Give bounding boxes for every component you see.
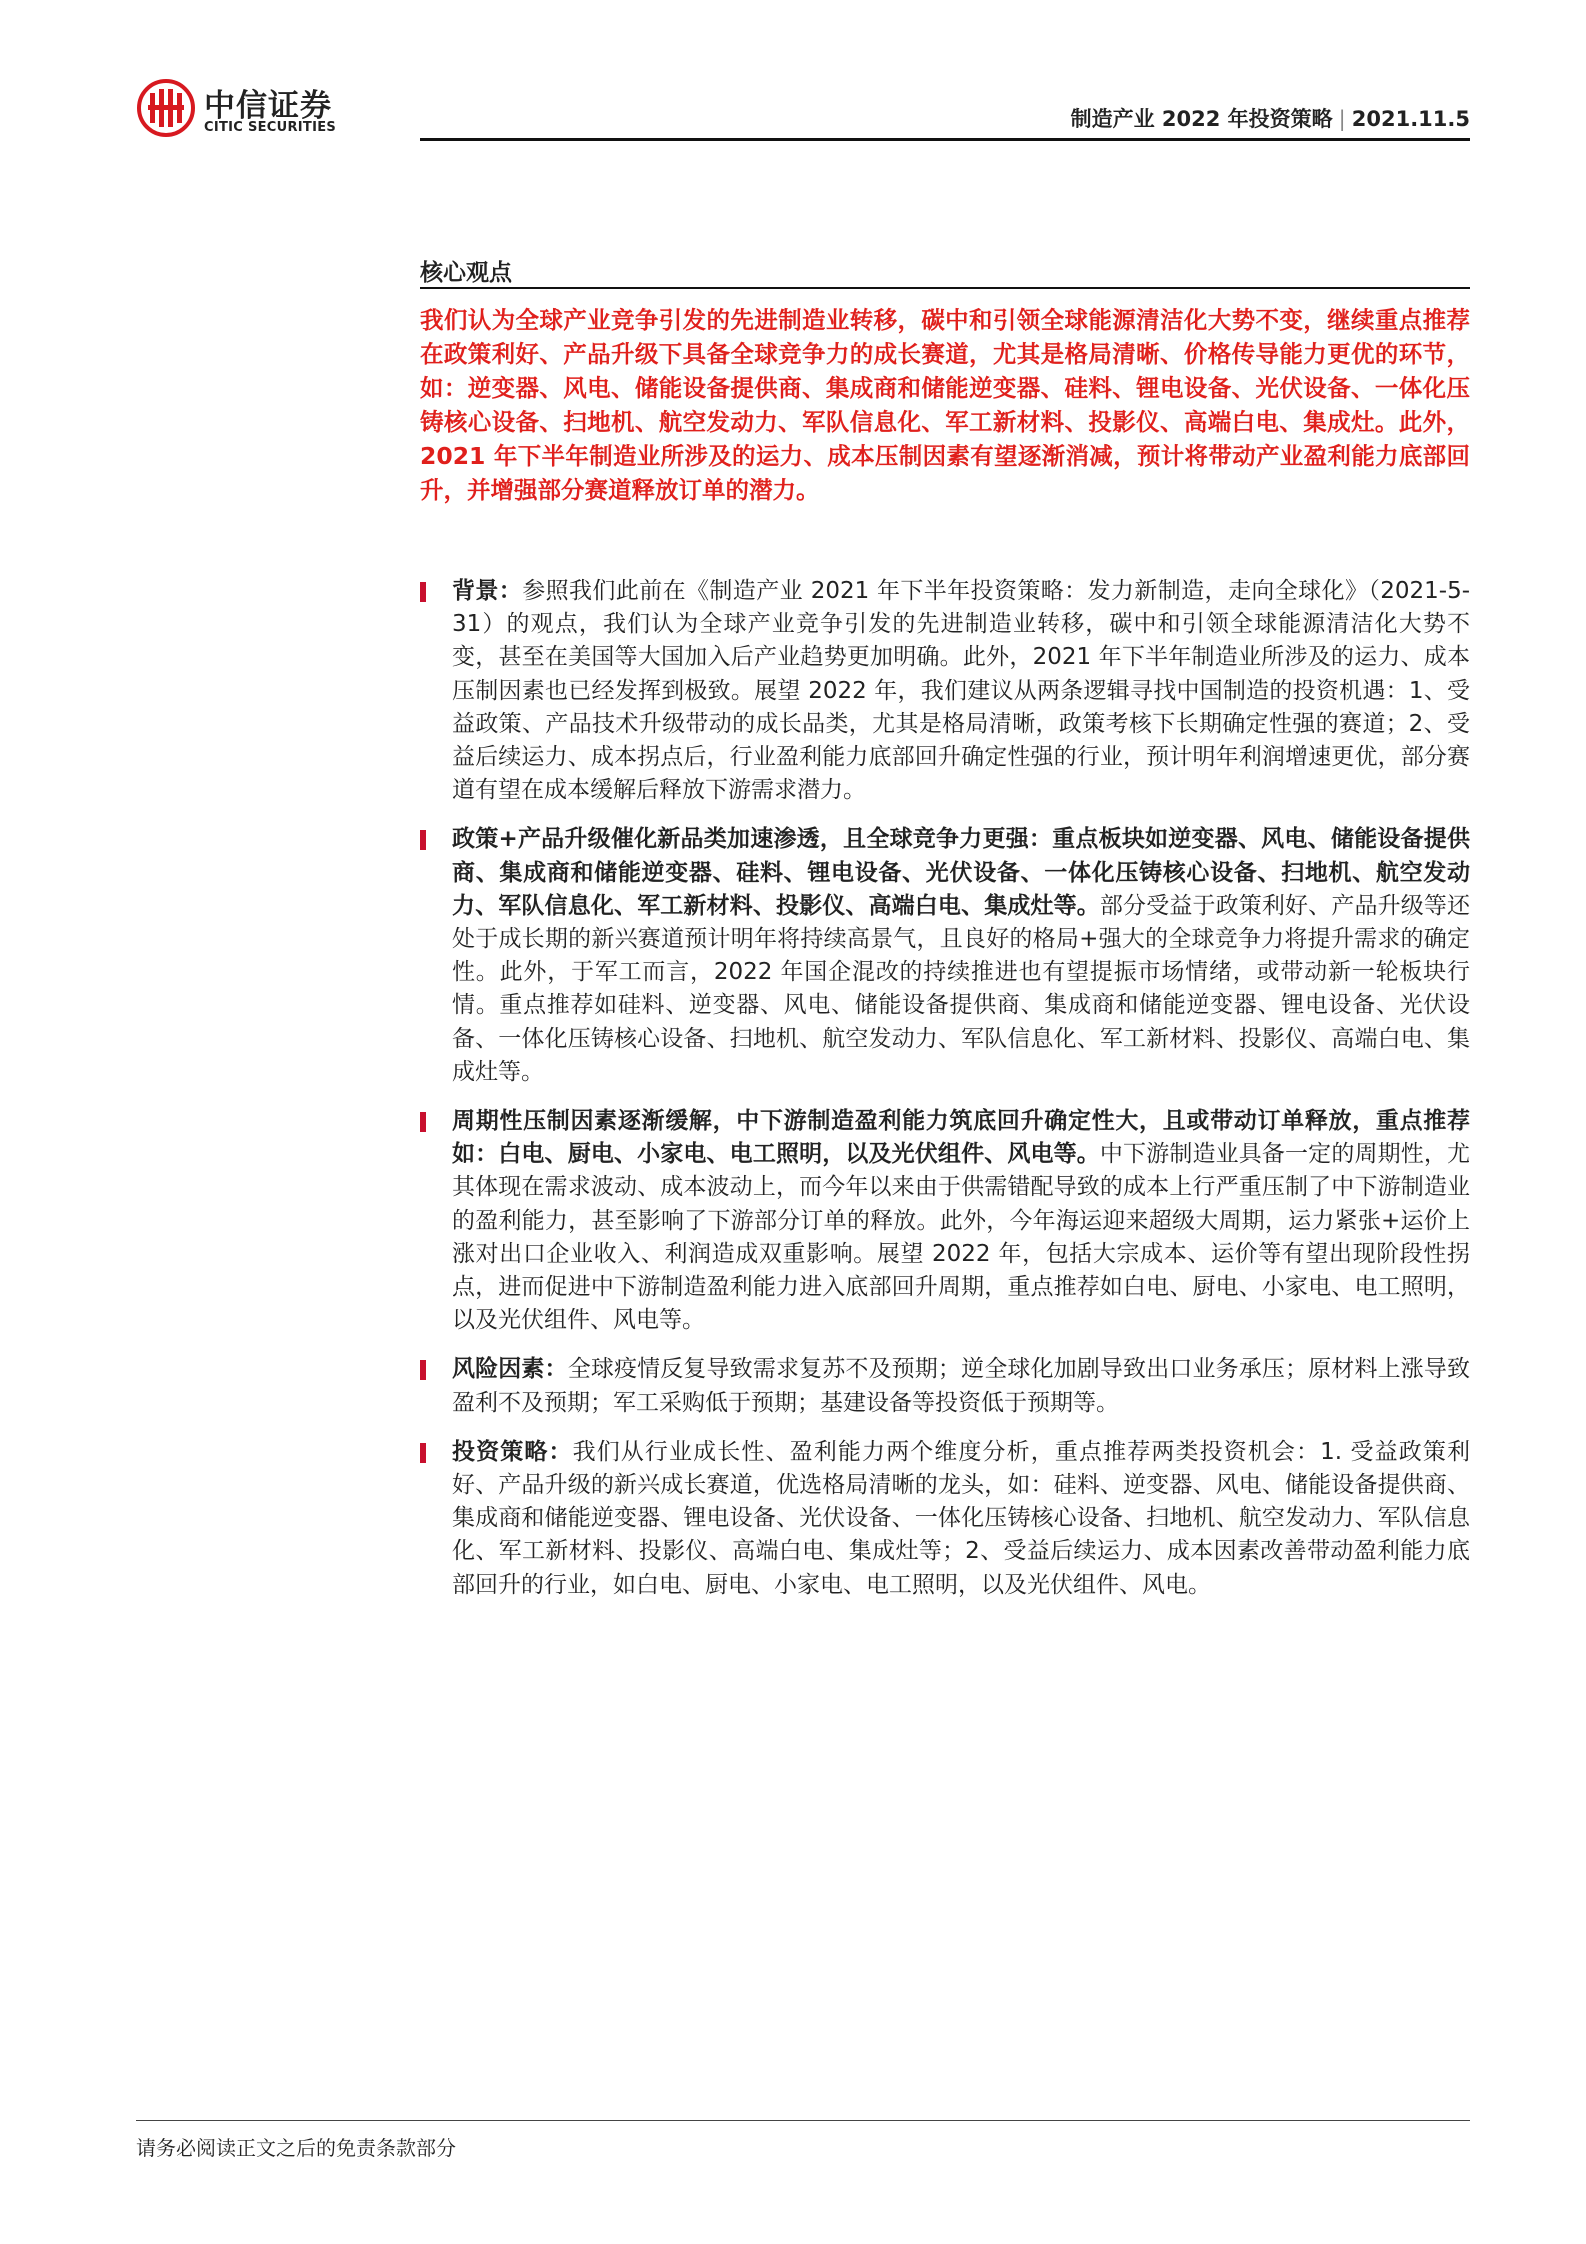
key-point-policy bbox=[420, 823, 1470, 1089]
bullet-marker bbox=[420, 582, 426, 602]
bullet-marker bbox=[420, 830, 426, 850]
key-point-risk bbox=[420, 1353, 1470, 1419]
report-title: 制造产业 2022 年投资策略 bbox=[1070, 107, 1333, 131]
bullet-marker bbox=[420, 1443, 426, 1463]
core-view-summary: 我们认为全球产业竞争引发的先进制造业转移，碳中和引领全球能源清洁化大势不变，继续重点推荐在政策利好、产品升级下具备全球竞争力的成长赛道，尤其是格局清晰、价格传导能力更优的环节，如：逆变器、风电、储能设备提供商、集成商和储能逆变器、硅料、锂电设备、光伏设备、一体化压铸核心设备、扫地机、航空发动力、军队信息化、军工新材料、投影仪、高端白电、集成灶。此外，2021 年下半年制造业所涉及的运力、成本压制因素有望逐渐消减，预计将带动产业盈利能力底部回升，并增强部分赛道释放订单的潜力。 bbox=[420, 306, 1470, 504]
report-header-info bbox=[1071, 103, 1470, 133]
key-point-text: 我们从行业成长性、盈利能力两个维度分析，重点推荐两类投资机会：1. 受益政策利好、产品升级的新兴成长赛道，优选格局清晰的龙头，如：硅料、逆变器、风电、储能设备提供商、集成商和储能逆变器、锂电设备、光伏设备、一体化压铸核心设备、扫地机、航空发动力、军队信息化、军工新材料、投影仪、高端白电、集成灶等；2、受益后续运力、成本因素改善带动盈利能力底部回升的行业，如白电、厨电、小家电、电工照明，以及光伏组件、风电。 bbox=[452, 1438, 1470, 1598]
key-point-text: 部分受益于政策利好、产品升级等还处于成长期的新兴赛道预计明年将持续高景气，且良好的格局+强大的全球竞争力将提升需求的确定性。此外，于军工而言，2022 年国企混改的持续推进也有望提振市场情绪，或带动新一轮板块行情。重点推荐如硅料、逆变器、风电、储能设备提供商、集成商和储能逆变器、锂电设备、光伏设备、一体化压铸核心设备、扫地机、航空发动力、军队信息化、军工新材料、投影仪、高端白电、集成灶等。 bbox=[452, 892, 1471, 1085]
key-point-lead: 投资策略： bbox=[452, 1438, 573, 1465]
report-date: 2021.11.5 bbox=[1351, 107, 1470, 131]
bullet-marker bbox=[420, 1112, 426, 1132]
section-divider bbox=[420, 287, 1470, 289]
key-point-text: 参照我们此前在《制造产业 2021 年下半年投资策略：发力新制造，走向全球化》（2021-5-31）的观点，我们认为全球产业竞争引发的先进制造业转移，碳中和引领全球能源清洁化大势不变，甚至在美国等大国加入后产业趋势更加明确。此外，2021 年下半年制造业所涉及的运力、成本压制因素也已经发挥到极致。展望 2022 年，我们建议从两条逻辑寻找中国制造的投资机遇：1、受益政策、产品技术升级带动的成长品类，尤其是格局清晰，政策考核下长期确定性强的赛道；2、受益后续运力、成本拐点后，行业盈利能力底部回升确定性强的行业，预计明年利润增速更优，部分赛道有望在成本缓解后释放下游需求潜力。 bbox=[452, 578, 1471, 804]
key-point-text: 中下游制造业具备一定的周期性，尤其体现在需求波动、成本波动上，而今年以来由于供需错配导致的成本上行严重压制了中下游制造业的盈利能力，甚至影响了下游部分订单的释放。此外，今年海运迎来超级大周期，运力紧张+运价上涨对出口企业收入、利润造成双重影响。展望 2022 年，包括大宗成本、运价等有望出现阶段性拐点，进而促进中下游制造盈利能力进入底部回升周期，重点推荐如白电、厨电、小家电、电工照明，以及光伏组件、风电等。 bbox=[452, 1141, 1471, 1334]
key-point-lead: 周期性压制因素逐渐缓解，中下游制造盈利能力筑底回升确定性大，且或带动订单释放，重点推荐如：白电、厨电、小家电、电工照明，以及光伏组件、风电等。 bbox=[452, 1108, 1470, 1168]
key-point-lead: 风险因素： bbox=[452, 1356, 568, 1383]
section-title: 核心观点 bbox=[420, 260, 512, 286]
key-point-strategy bbox=[420, 1436, 1470, 1602]
logo-chinese-name: 中信证券 bbox=[204, 88, 332, 124]
key-point-background bbox=[420, 575, 1470, 807]
key-points-list bbox=[420, 575, 1470, 1618]
footer-divider bbox=[136, 2120, 1470, 2121]
citic-logo bbox=[136, 78, 351, 138]
footer-disclaimer: 请务必阅读正文之后的免责条款部分 bbox=[136, 2136, 456, 2160]
key-point-cyclical bbox=[420, 1105, 1470, 1337]
citic-emblem-icon bbox=[136, 78, 196, 138]
key-point-lead: 政策+产品升级催化新品类加速渗透，且全球竞争力更强：重点板块如逆变器、风电、储能设备提供商、集成商和储能逆变器、硅料、锂电设备、光伏设备、一体化压铸核心设备、扫地机、航空发动力、军队信息化、军工新材料、投影仪、高端白电、集成灶等。 bbox=[452, 826, 1470, 919]
key-point-lead: 背景： bbox=[452, 578, 523, 604]
logo-english-name: CITIC SECURITIES bbox=[204, 120, 337, 135]
header-divider bbox=[420, 138, 1470, 141]
header-separator: | bbox=[1338, 107, 1346, 131]
key-point-text: 全球疫情反复导致需求复苏不及预期；逆全球化加剧导致出口业务承压；原材料上涨导致盈利不及预期；军工采购低于预期；基建设备等投资低于预期等。 bbox=[452, 1356, 1471, 1416]
bullet-marker bbox=[420, 1360, 426, 1380]
